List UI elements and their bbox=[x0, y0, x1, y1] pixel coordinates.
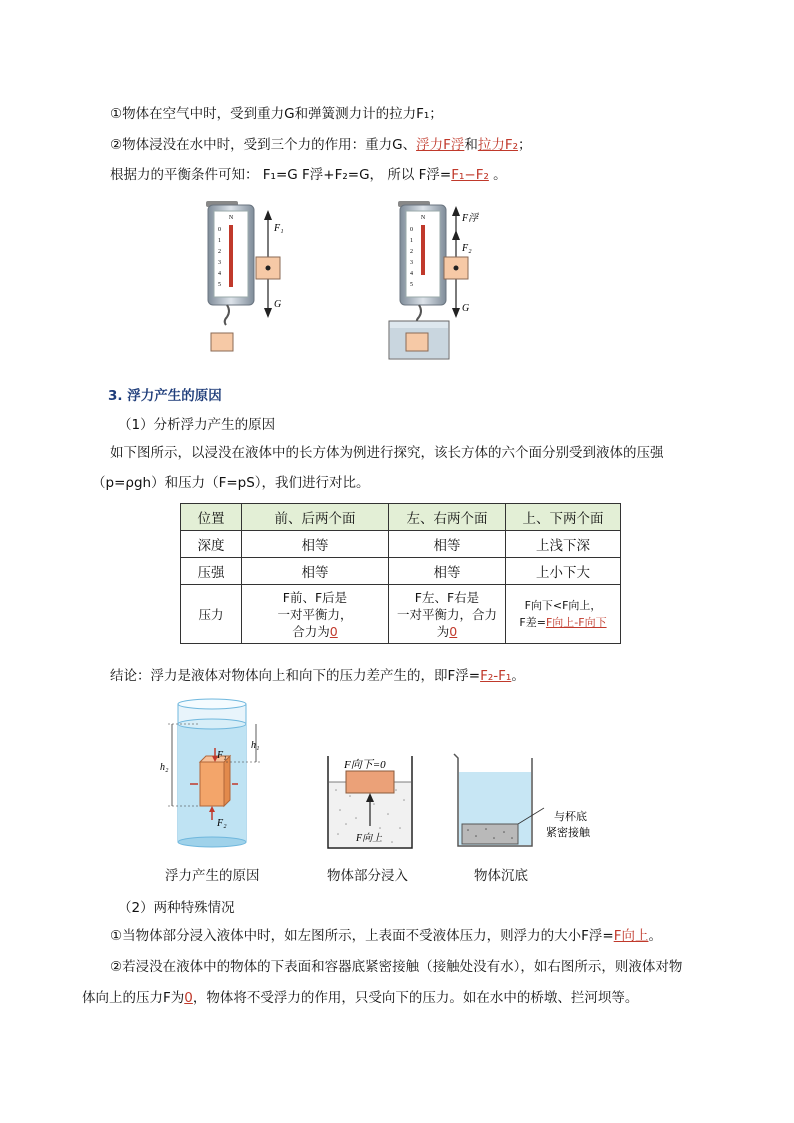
table-header-cell: 左、右两个面 bbox=[389, 504, 506, 531]
left-f1-label: F₁ bbox=[274, 223, 284, 234]
left-tick: 1 bbox=[218, 238, 221, 244]
cell-line bbox=[393, 623, 501, 640]
table-header-cell: 位置 bbox=[181, 504, 242, 531]
spring-scale-figure bbox=[190, 195, 520, 370]
partial-immersion-diagram bbox=[328, 756, 412, 848]
table-cell: 相等 bbox=[242, 531, 389, 558]
answer-left-right: 0 bbox=[449, 623, 458, 639]
table-cell: 相等 bbox=[242, 558, 389, 585]
cell-line: 一对平衡力， bbox=[277, 606, 353, 622]
subsection-2-title: （2）两种特殊情况 bbox=[118, 900, 235, 916]
intro-item-2 bbox=[110, 135, 532, 155]
special-case-1-end: 。 bbox=[648, 928, 662, 944]
table-cell: 上浅下深 bbox=[506, 531, 621, 558]
intro-item-2-and: 和 bbox=[464, 137, 478, 153]
h2-label: h₂ bbox=[160, 762, 169, 773]
left-g-label: G bbox=[274, 299, 282, 310]
left-tick: 2 bbox=[218, 249, 221, 255]
special-case-2-text: 体向上的压力F为 bbox=[82, 990, 185, 1006]
answer-buoyancy: 浮力F浮 bbox=[416, 137, 465, 153]
section-3-title: 3. 浮力产生的原因 bbox=[108, 388, 222, 404]
cell-text: F差= bbox=[519, 616, 546, 629]
answer-tension: 拉力F₂ bbox=[477, 137, 519, 153]
cylinder-f1-label: F₁ bbox=[217, 750, 227, 761]
right-tick: 2 bbox=[410, 249, 413, 255]
answer-up-down: F向上-F向下 bbox=[545, 616, 607, 629]
special-case-1 bbox=[110, 926, 662, 946]
intro-item-2-text: ②物体浸没在水中时，受到三个力的作用：重力G、 bbox=[110, 137, 417, 153]
left-tick: 4 bbox=[218, 271, 221, 277]
intro-item-2-end: ； bbox=[518, 137, 532, 153]
cell-line bbox=[510, 614, 616, 631]
left-tick: 3 bbox=[218, 260, 221, 266]
conclusion-text: 结论：浮力是液体对物体向上和向下的压力差产生的，即F浮= bbox=[110, 668, 481, 684]
left-tick: 5 bbox=[218, 282, 221, 288]
special-case-2-line-2 bbox=[82, 988, 638, 1008]
cell-text: 为 bbox=[436, 623, 450, 639]
right-ffu-label: F浮 bbox=[462, 213, 479, 224]
left-tick: 0 bbox=[218, 227, 221, 233]
answer-case-1: F向上 bbox=[613, 928, 649, 944]
right-spring-scale bbox=[389, 201, 449, 359]
cell-line: F向下<F向上， bbox=[524, 599, 602, 612]
right-tick: 0 bbox=[410, 227, 413, 233]
cell-text: 合力为 bbox=[292, 623, 330, 639]
left-scale-unit: N bbox=[228, 215, 234, 221]
right-tick: 3 bbox=[410, 260, 413, 266]
caption-cause: 浮力产生的原因 bbox=[165, 868, 260, 884]
table-row bbox=[181, 558, 621, 585]
caption-partial: 物体部分浸入 bbox=[327, 868, 408, 884]
right-f2-label: F₂ bbox=[462, 243, 472, 254]
table-cell-front-back bbox=[242, 585, 389, 644]
cell-line: F左、F右是 bbox=[414, 589, 480, 605]
contact-note-2: 紧密接触 bbox=[546, 827, 590, 839]
cell-line bbox=[246, 623, 384, 640]
contact-note-1: 与杯底 bbox=[554, 811, 587, 823]
cell-line: F前、F后是 bbox=[282, 589, 348, 605]
beaker-sink-diagram bbox=[454, 754, 591, 846]
balance-text: 根据力的平衡条件可知： F₁=G F浮+F₂=G， 所以 F浮= bbox=[110, 167, 452, 183]
table-header-row bbox=[181, 504, 621, 531]
answer-front-back: 0 bbox=[329, 623, 338, 639]
table-cell: 压力 bbox=[181, 585, 242, 644]
special-case-1-text: ①当物体部分浸入液体中时，如左图所示，上表面不受液体压力，则浮力的大小F浮= bbox=[110, 928, 614, 944]
table-header-cell: 前、后两个面 bbox=[242, 504, 389, 531]
answer-conclusion: F₂-F₁ bbox=[480, 668, 512, 684]
f-up-label: F向上 bbox=[356, 833, 383, 844]
cylinder-diagram bbox=[160, 699, 260, 847]
subsection-1-title: （1）分析浮力产生的原因 bbox=[118, 417, 276, 433]
h1-label: h₁ bbox=[251, 740, 260, 751]
special-case-2-line-1: ②若浸没在液体中的物体的下表面和容器底紧密接触（接触处没有水），如右图所示，则液体对物 bbox=[110, 959, 683, 975]
answer-case-2: 0 bbox=[184, 990, 193, 1006]
conclusion-line bbox=[110, 666, 525, 686]
conclusion-end: 。 bbox=[511, 668, 525, 684]
table-row bbox=[181, 585, 621, 644]
cell-line: 一对平衡力，合力 bbox=[396, 606, 497, 622]
table-cell: 压强 bbox=[181, 558, 242, 585]
right-tick: 4 bbox=[410, 271, 413, 277]
right-tick: 1 bbox=[410, 238, 413, 244]
table-cell: 上小下大 bbox=[506, 558, 621, 585]
cylinder-f2-label: F₂ bbox=[217, 818, 227, 829]
table-cell: 深度 bbox=[181, 531, 242, 558]
buoyancy-cause-figure bbox=[160, 696, 620, 856]
table-cell: 相等 bbox=[389, 558, 506, 585]
answer-balance: F₁−F₂ bbox=[451, 167, 489, 183]
table-header-cell: 上、下两个面 bbox=[506, 504, 621, 531]
table-cell-up-down bbox=[506, 585, 621, 644]
f-down-label: F向下=0 bbox=[344, 759, 386, 771]
caption-sink: 物体沉底 bbox=[474, 868, 528, 884]
table-row bbox=[181, 531, 621, 558]
right-tick: 5 bbox=[410, 282, 413, 288]
right-g-label: G bbox=[462, 303, 470, 314]
comparison-table bbox=[180, 503, 621, 644]
balance-line bbox=[110, 165, 507, 185]
right-force-diagram bbox=[444, 206, 479, 318]
right-scale-unit: N bbox=[420, 215, 426, 221]
left-spring-scale bbox=[206, 201, 254, 351]
intro-item-1: ①物体在空气中时，受到重力G和弹簧测力计的拉力F₁； bbox=[110, 106, 443, 122]
section-3-para-2: （p=ρgh）和压力（F=pS），我们进行对比。 bbox=[92, 475, 370, 491]
left-force-diagram bbox=[256, 210, 284, 318]
section-3-para-1: 如下图所示，以浸没在液体中的长方体为例进行探究，该长方体的六个面分别受到液体的压强 bbox=[110, 445, 664, 461]
table-cell: 相等 bbox=[389, 531, 506, 558]
table-cell-left-right bbox=[389, 585, 506, 644]
balance-end: 。 bbox=[488, 167, 507, 183]
special-case-2-end: ，物体将不受浮力的作用，只受向下的压力。如在水中的桥墩、拦河坝等。 bbox=[192, 990, 639, 1006]
